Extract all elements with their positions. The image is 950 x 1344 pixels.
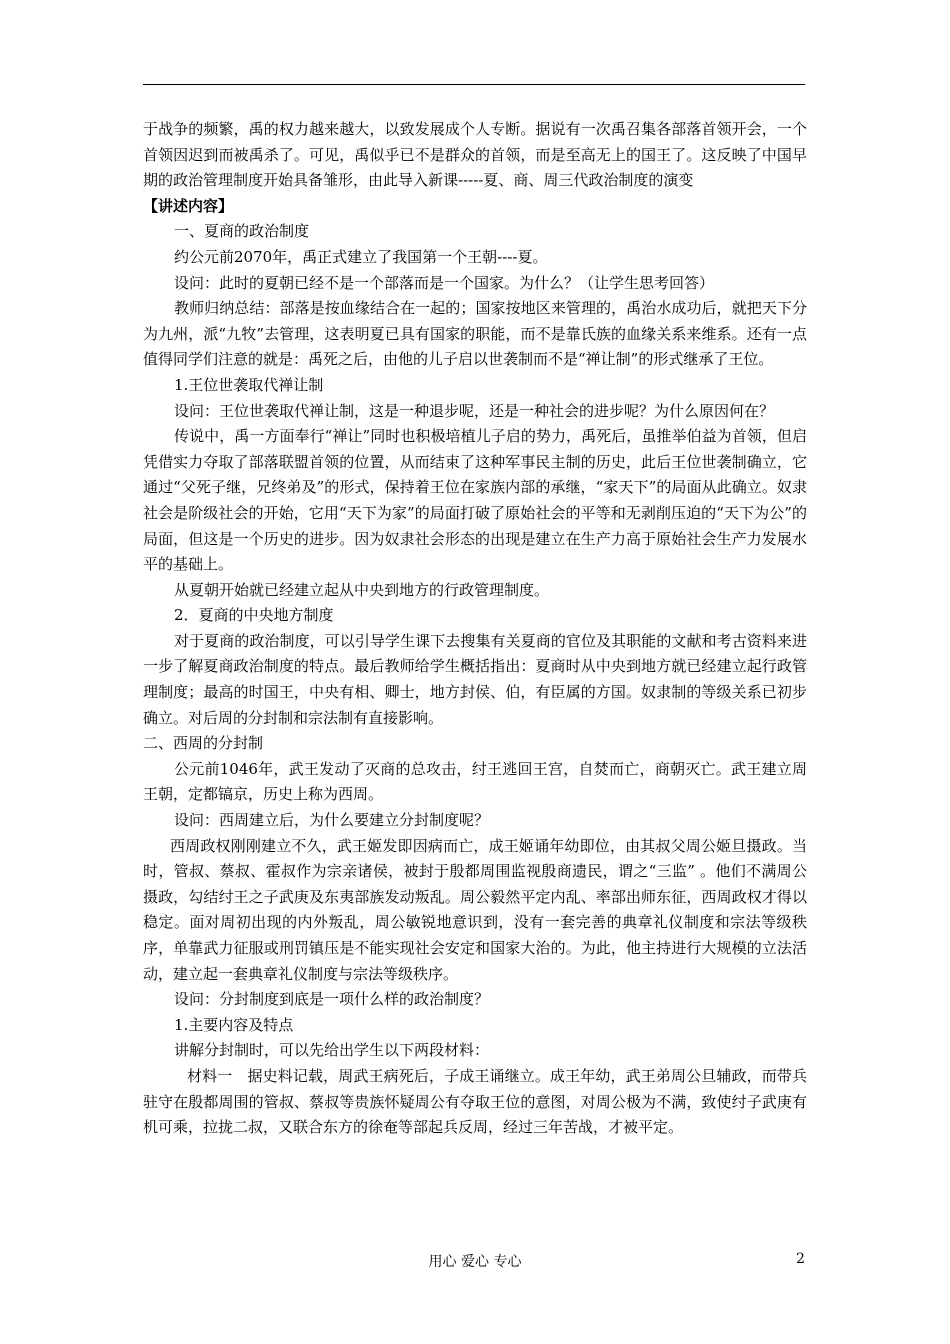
question: 设问：分封制度到底是一项什么样的政治制度？ bbox=[174, 990, 490, 1009]
section-title: 二、西周的分封制 bbox=[143, 734, 264, 753]
paragraph: 讲解分封制时，可以先给出学生以下两段材料： bbox=[174, 1041, 490, 1060]
paragraph: 传说中，禹一方面奉行“禅让”同时也积极培植儿子启的势力，禹死后，虽推举伯益为首领，但启凭借实力夺取了部落联盟首领的位置，从而结束了这种军事民主制的历史，此后王位世袭制确立，它通过“父死子继，兄终弟及”的形式，保持着王位在家族内部的承继，“家天下”的局面从此确立。奴隶社会是阶级社会的开始，它用“天下为家”的局面打破了原始社会的平等和无剥削压迫的“天下为公”的局面，但这是一个历史的进步。因为奴隶社会形态的出现是建立在生产力高于原始社会生产力发展水平的基础上。 bbox=[143, 427, 807, 574]
subsection-title: 1.王位世袭取代禅让制 bbox=[174, 375, 324, 394]
material-quote: 材料一 据史料记载，周武王病死后，子成王诵继立。成王年幼，武王弟周公旦辅政，而带兵驻守在殷都周围的管叔、蔡叔等贵族怀疑周公有夺取王位的意图，对周公极为不满，致使纣子武庚有机可乘，拉拢二叔，又联合东方的徐奄等部起兵反周，经过三年苦战，才被平定。 bbox=[143, 1066, 807, 1137]
question: 设问：西周建立后，为什么要建立分封制度呢？ bbox=[174, 811, 490, 830]
subsection-title: 1.主要内容及特点 bbox=[174, 1015, 294, 1034]
paragraph: 约公元前2070年，禹正式建立了我国第一个王朝----夏。 bbox=[174, 247, 548, 266]
section-heading: 【讲述内容】 bbox=[143, 196, 234, 215]
paragraph: 西周政权刚刚建立不久，武王姬发即因病而亡，成王姬诵年幼即位，由其叔父周公姬旦摄政。当时，管叔、蔡叔、霍叔作为宗亲诸侯，被封于殷都周围监视殷商遗民，谓之“三监” 。他们不满周公摄政，勾结纣王之子武庚及东夷部族发动叛乱。周公毅然平定内乱、率部出师东征，西周政权才得以稳定。面对周初出现的内外叛乱，周公敏锐地意识到，没有一套完善的典章礼仪制度和宗法等级秩序，单靠武力征服或刑罚镇压是不能实现社会安定和国家大治的。为此，他主持进行大规模的立法活动，建立起一套典章礼仪制度与宗法等级秩序。 bbox=[143, 836, 807, 983]
page-footer: 用心 爱心 专心 bbox=[428, 1254, 522, 1270]
question: 设问：此时的夏朝已经不是一个部落而是一个国家。为什么？（让学生思考回答） bbox=[174, 273, 715, 292]
subsection-title: 2．夏商的中央地方制度 bbox=[174, 606, 334, 625]
document-body bbox=[143, 117, 807, 1141]
paragraph: 从夏朝开始就已经建立起从中央到地方的行政管理制度。 bbox=[174, 580, 550, 599]
paragraph: 对于夏商的政治制度，可以引导学生课下去搜集有关夏商的官位及其职能的文献和考古资料来进一步了解夏商政治制度的特点。最后教师给学生概括指出：夏商时从中央到地方就已经建立起行政管理制度；最高的时国王，中央有相、卿士，地方封侯、伯，有臣属的方国。奴隶制的等级关系已初步确立。对后周的分封制和宗法制有直接影响。 bbox=[143, 631, 807, 727]
header-rule bbox=[143, 84, 805, 85]
section-title: 一、夏商的政治制度 bbox=[174, 222, 310, 241]
page-number: 2 bbox=[796, 1251, 805, 1267]
paragraph: 公元前1046年，武王发动了灭商的总攻击，纣王逃回王宫，自焚而亡，商朝灭亡。武王建立周王朝，定都镐京，历史上称为西周。 bbox=[143, 759, 807, 804]
paragraph: 教师归纳总结：部落是按血缘结合在一起的；国家按地区来管理的，禹治水成功后，就把天下分为九州，派“九牧”去管理，这表明夏已具有国家的职能，而不是靠氏族的血缘关系来维系。还有一点值得同学们注意的就是：禹死之后，由他的儿子启以世袭制而不是“禅让制”的形式继承了王位。 bbox=[143, 299, 807, 369]
paragraph: 于战争的频繁，禹的权力越来越大，以致发展成个人专断。据说有一次禹召集各部落首领开会，一个首领因迟到而被禹杀了。可见，禹似乎已不是群众的首领，而是至高无上的国王了。这反映了中国早期的政治管理制度开始具备雏形，由此导入新课-----夏、商、周三代政治制度的演变 bbox=[143, 120, 807, 190]
question: 设问：王位世袭取代禅让制，这是一种退步呢，还是一种社会的进步呢？为什么原因何在？ bbox=[174, 401, 775, 420]
